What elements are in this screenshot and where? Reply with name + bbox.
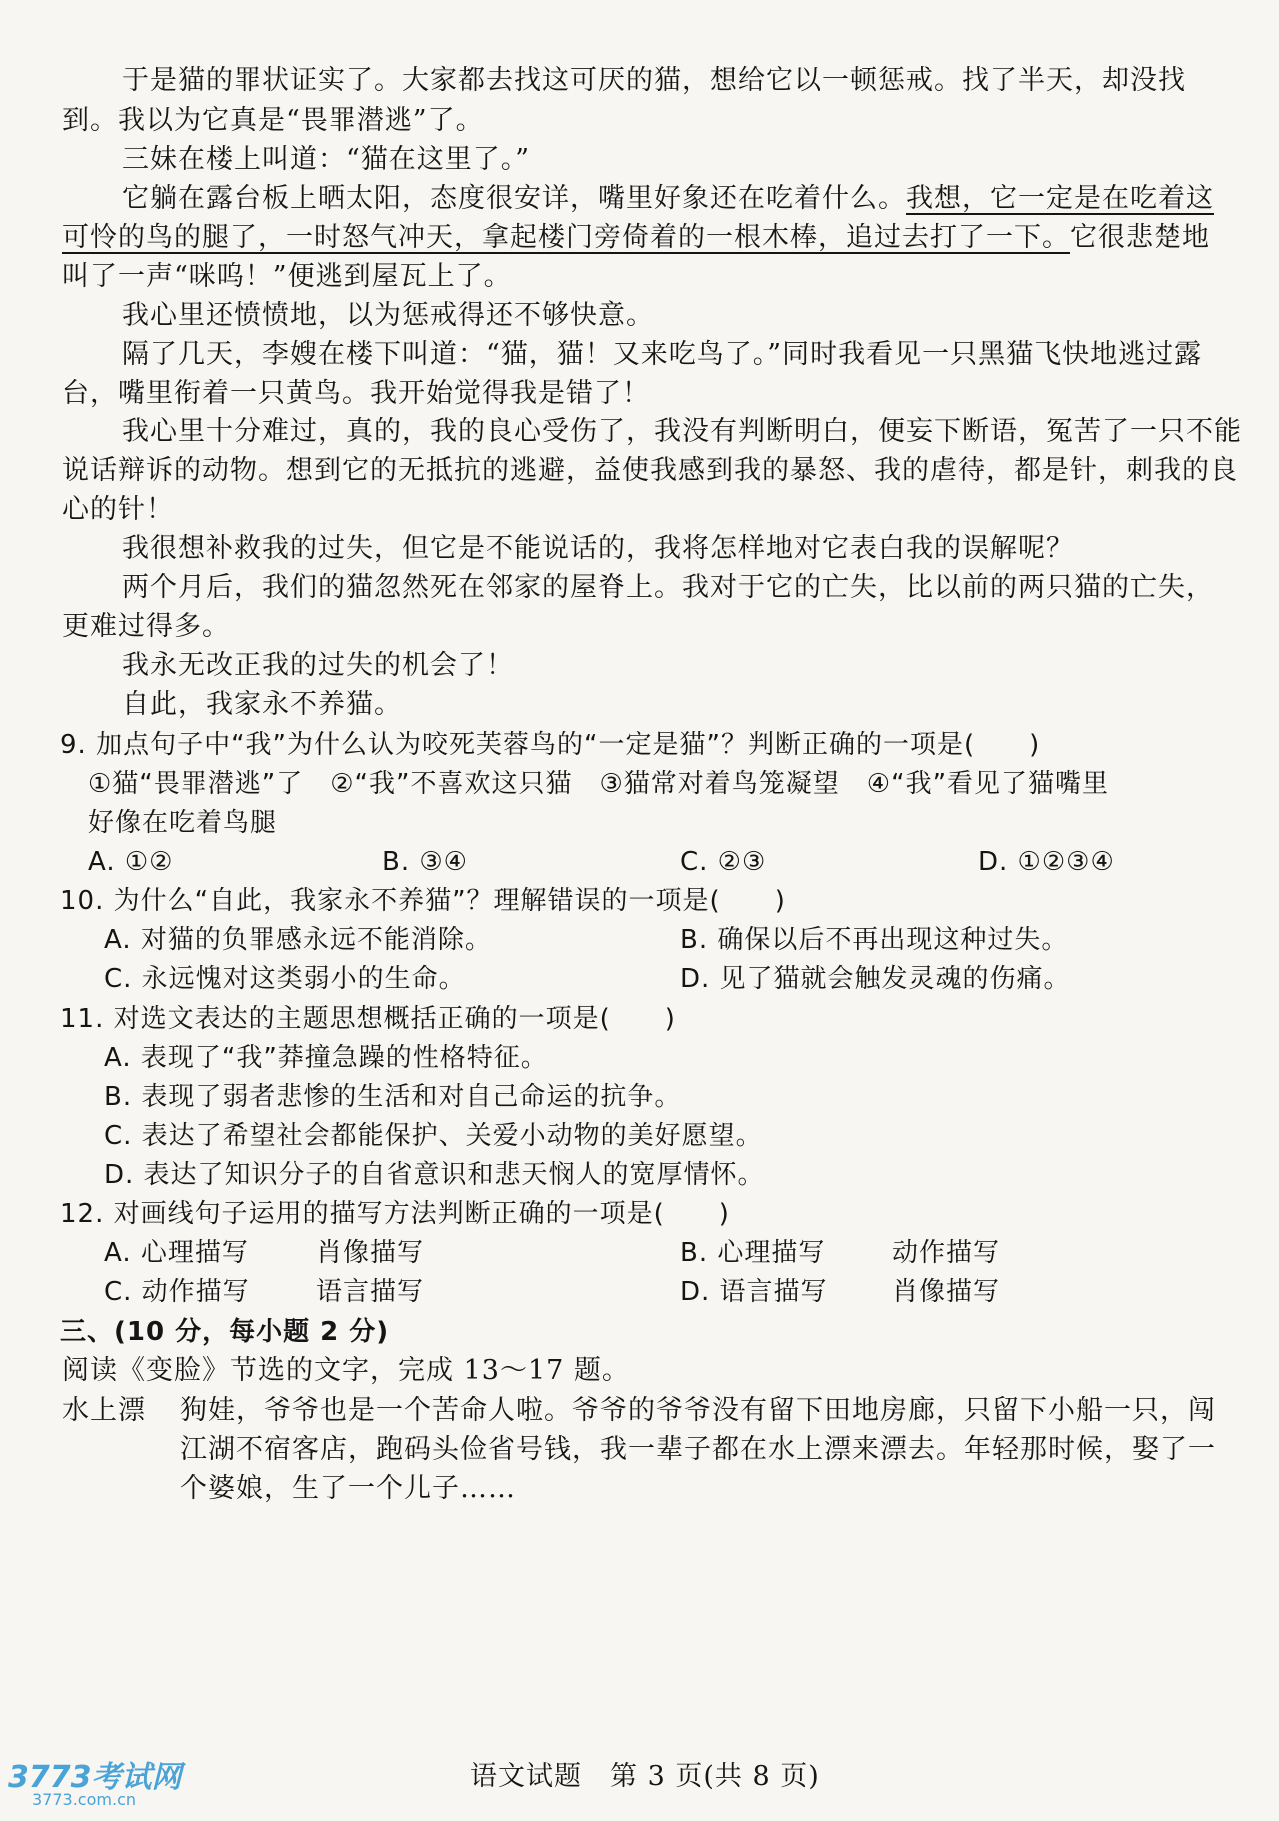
option-b[interactable]: B. 确保以后不再出现这种过失。 — [680, 925, 1069, 955]
underlined-sentence: 可怜的鸟的腿了，一时怒气冲天，拿起楼门旁倚着的一根木棒，追过去打了一下。 — [62, 222, 1070, 253]
option-d-second: 肖像描写 — [892, 1277, 1001, 1307]
passage-line: 两个月后，我们的猫忽然死在邻家的屋脊上。我对于它的亡失，比以前的两只猫的亡失， — [122, 572, 1214, 603]
passage-line: 于是猫的罪状证实了。大家都去找这可厌的猫，想给它以一顿惩戒。找了半天，却没找 — [122, 65, 1186, 96]
option-b[interactable]: B. ③④ — [382, 847, 468, 877]
passage-line: 台，嘴里衔着一只黄鸟。我开始觉得我是错了！ — [62, 378, 650, 409]
dialogue-line: 个婆娘，生了一个儿子…… — [180, 1473, 516, 1504]
speaker-name: 水上漂 — [62, 1395, 146, 1426]
passage-line: 心的针！ — [62, 494, 174, 525]
option-c[interactable]: C. 动作描写 — [104, 1277, 250, 1307]
option-a[interactable]: A. ①② — [88, 847, 174, 877]
dialogue-line: 狗娃，爷爷也是一个苦命人啦。爷爷的爷爷没有留下田地房廊，只留下小船一只，闯 — [180, 1395, 1216, 1426]
option-b-second: 动作描写 — [892, 1238, 1001, 1268]
passage-line: 说话辩诉的动物。想到它的无抵抗的逃避，益使我感到我的暴怒、我的虐待，都是针，刺我的良 — [62, 455, 1238, 486]
passage-line: 叫了一声“咪呜！”便逃到屋瓦上了。 — [62, 261, 512, 292]
option-c-second: 语言描写 — [316, 1277, 425, 1307]
option-a[interactable]: A. 表现了“我”莽撞急躁的性格特征。 — [104, 1043, 548, 1073]
option-d[interactable]: D. 见了猫就会触发灵魂的伤痛。 — [680, 964, 1071, 994]
site-logo: 3773考试网 — [8, 1760, 182, 1795]
passage-line — [62, 219, 1210, 257]
passage-text: 它很悲楚地 — [1070, 222, 1210, 253]
passage-line: 我很想补救我的过失，但它是不能说话的，我将怎样地对它表白我的误解呢？ — [122, 533, 1074, 564]
option-d[interactable]: D. 语言描写 — [680, 1277, 828, 1307]
option-b[interactable]: B. 表现了弱者悲惨的生活和对自己命运的抗争。 — [104, 1082, 682, 1112]
option-d[interactable]: D. ①②③④ — [978, 847, 1115, 877]
passage-line: 三妹在楼上叫道：“猫在这里了。” — [122, 144, 531, 175]
passage-line — [122, 180, 1214, 218]
option-c[interactable]: C. 永远愧对这类弱小的生命。 — [104, 964, 466, 994]
option-d[interactable]: D. 表达了知识分子的自省意识和悲天悯人的宽厚情怀。 — [104, 1160, 765, 1190]
passage-line: 到。我以为它真是“畏罪潜逃”了。 — [62, 105, 484, 136]
question-9-stem: 9. 加点句子中“我”为什么认为咬死芙蓉鸟的“一定是猫”？判断正确的一项是( ) — [60, 730, 1041, 760]
question-10-stem: 10. 为什么“自此，我家永不养猫”？理解错误的一项是( ) — [60, 886, 786, 916]
passage-line: 隔了几天，李嫂在楼下叫道：“猫，猫！又来吃鸟了。”同时我看见一只黑猫飞快地逃过露 — [122, 339, 1203, 370]
option-c[interactable]: C. ②③ — [680, 847, 767, 877]
underlined-sentence: 我想，它一定是在吃着这 — [906, 183, 1214, 214]
option-b[interactable]: B. 心理描写 — [680, 1238, 826, 1268]
option-a[interactable]: A. 对猫的负罪感永远不能消除。 — [104, 925, 492, 955]
question-9-items: ①猫“畏罪潜逃”了 ②“我”不喜欢这只猫 ③猫常对着鸟笼凝望 ④“我”看见了猫嘴里 — [88, 769, 1110, 799]
passage-text: 它躺在露台板上晒太阳，态度很安详，嘴里好象还在吃着什么。 — [122, 183, 906, 214]
passage-line: 我永无改正我的过失的机会了！ — [122, 650, 514, 681]
option-a-second: 肖像描写 — [316, 1238, 425, 1268]
site-url: 3773.com.cn — [32, 1790, 136, 1809]
question-9-items: 好像在吃着鸟腿 — [88, 808, 278, 838]
passage-line: 我心里十分难过，真的，我的良心受伤了，我没有判断明白，便妄下断语，冤苦了一只不能 — [122, 416, 1242, 447]
passage-line: 自此，我家永不养猫。 — [122, 689, 402, 720]
page-footer: 语文试题 第 3 页(共 8 页) — [470, 1761, 820, 1792]
section-intro: 阅读《变脸》节选的文字，完成 13～17 题。 — [62, 1355, 630, 1386]
question-12-stem: 12. 对画线句子运用的描写方法判断正确的一项是( ) — [60, 1199, 730, 1229]
passage-line: 更难过得多。 — [62, 611, 230, 642]
question-11-stem: 11. 对选文表达的主题思想概括正确的一项是( ) — [60, 1004, 676, 1034]
option-a[interactable]: A. 心理描写 — [104, 1238, 249, 1268]
dialogue-line: 江湖不宿客店，跑码头俭省号钱，我一辈子都在水上漂来漂去。年轻那时候，娶了一 — [180, 1434, 1216, 1465]
option-c[interactable]: C. 表达了希望社会都能保护、关爱小动物的美好愿望。 — [104, 1121, 763, 1151]
section-heading: 三、(10 分，每小题 2 分) — [60, 1317, 390, 1347]
passage-line: 我心里还愤愤地，以为惩戒得还不够快意。 — [122, 300, 654, 331]
